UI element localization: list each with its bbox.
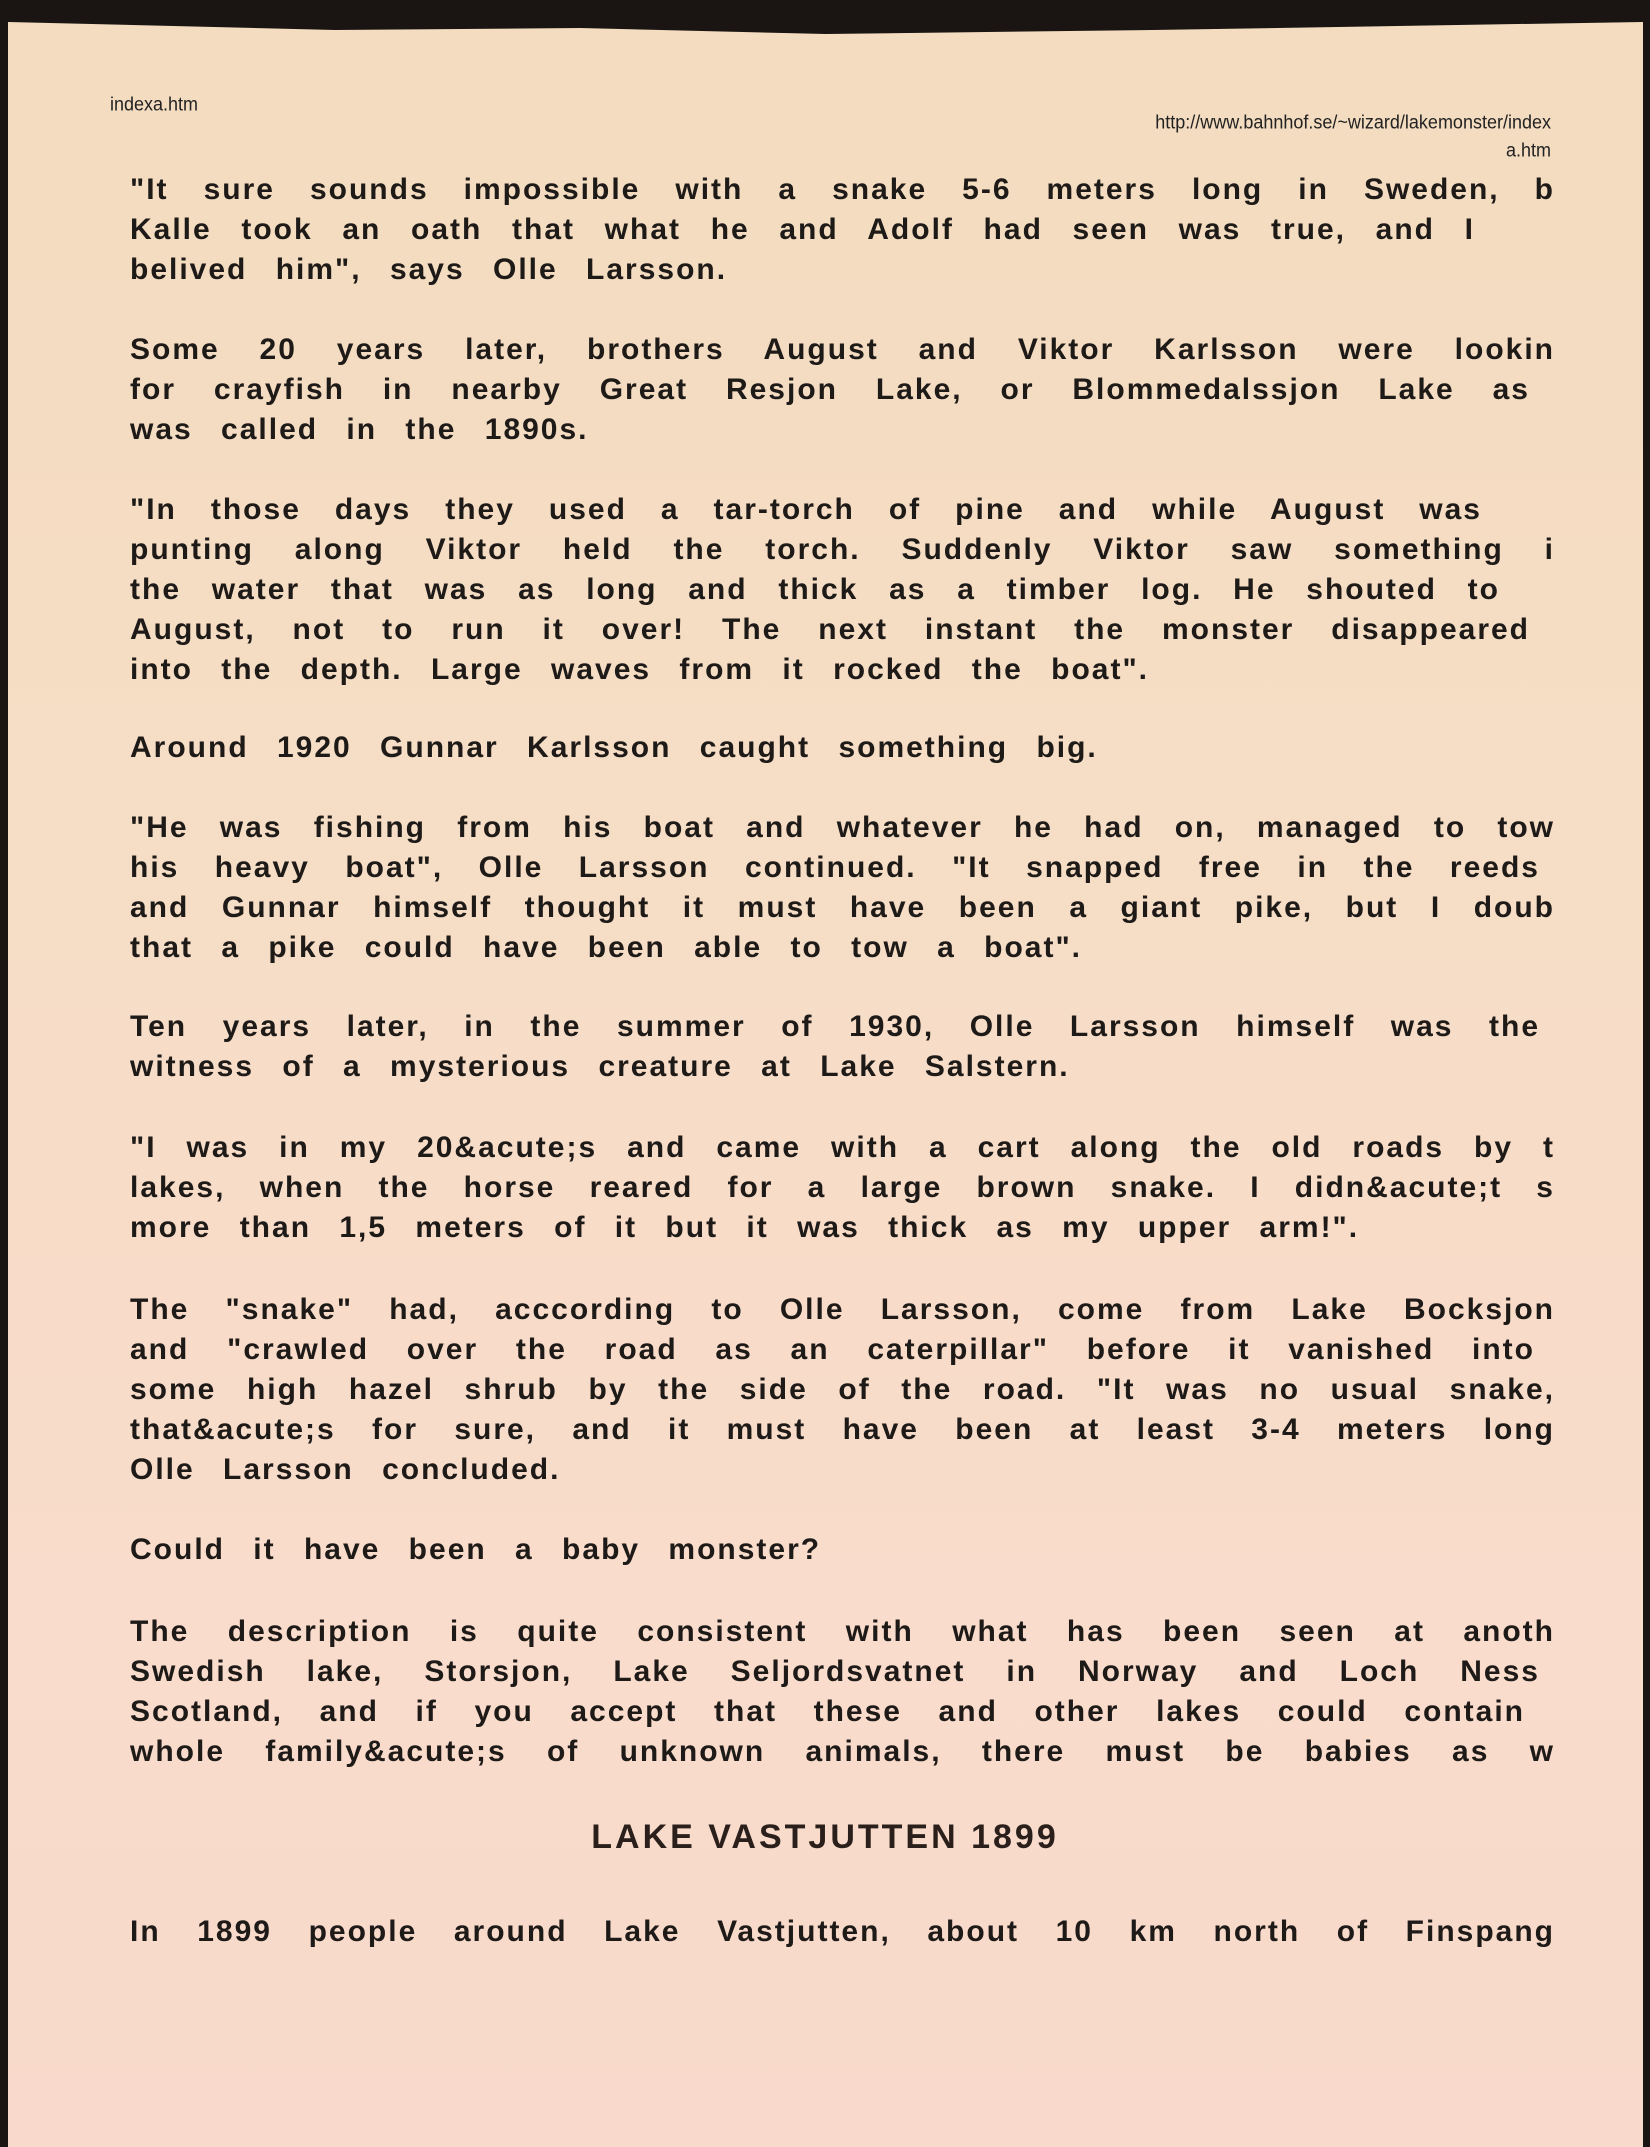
text-line: The "snake" had, acccording to Olle Larsson, come from Lake Bocksjon xyxy=(130,1293,1555,1326)
text-line: more than 1,5 meters of it but it was thick as my upper arm!". xyxy=(130,1211,1360,1244)
text-line: "In those days they used a tar-torch of pine and while August was xyxy=(130,493,1482,526)
paragraph xyxy=(130,1007,1555,1087)
paragraph xyxy=(130,330,1555,450)
text-line: Scotland, and if you accept that these and other lakes could contain xyxy=(130,1695,1525,1728)
text-line: some high hazel shrub by the side of the road. "It was no usual snake, xyxy=(130,1373,1555,1406)
text-line: The description is quite consistent with what has been seen at anoth xyxy=(130,1615,1555,1648)
page-url-continuation: a.htm xyxy=(1505,138,1551,161)
paragraph xyxy=(130,1530,1555,1570)
text-line: whole family&acute;s of unknown animals, there must be babies as w xyxy=(130,1735,1555,1768)
section-heading: LAKE VASTJUTTEN 1899 xyxy=(591,1818,1059,1856)
text-line: "It sure sounds impossible with a snake 5-6 meters long in Sweden, b xyxy=(130,173,1555,206)
page-url: http://www.bahnhof.se/~wizard/lakemonster/index xyxy=(1155,110,1551,133)
text-line: that a pike could have been able to tow a boat". xyxy=(130,931,1083,964)
paragraph xyxy=(130,728,1555,768)
text-line: lakes, when the horse reared for a large brown snake. I didn&acute;t s xyxy=(130,1171,1555,1204)
text-line: Kalle took an oath that what he and Adolf had seen was true, and I xyxy=(130,213,1475,246)
text-line: Could it have been a baby monster? xyxy=(130,1533,822,1566)
text-line: was called in the 1890s. xyxy=(130,413,589,446)
text-line: witness of a mysterious creature at Lake Salstern. xyxy=(130,1050,1070,1083)
paragraph xyxy=(130,808,1555,968)
text-line: "I was in my 20&acute;s and came with a cart along the old roads by t xyxy=(130,1131,1555,1164)
text-line: and Gunnar himself thought it must have been a giant pike, but I doub xyxy=(130,891,1555,924)
text-line: that&acute;s for sure, and it must have been at least 3-4 meters long xyxy=(130,1413,1555,1446)
text-line: the water that was as long and thick as a timber log. He shouted to xyxy=(130,573,1500,606)
text-line: Ten years later, in the summer of 1930, Olle Larsson himself was the xyxy=(130,1010,1540,1043)
text-line: punting along Viktor held the torch. Suddenly Viktor saw something i xyxy=(130,533,1555,566)
text-line: Some 20 years later, brothers August and Viktor Karlsson were lookin xyxy=(130,333,1555,366)
text-line: August, not to run it over! The next instant the monster disappeared xyxy=(130,613,1530,646)
text-line: for crayfish in nearby Great Resjon Lake, or Blommedalssjon Lake as xyxy=(130,373,1530,406)
text-line: In 1899 people around Lake Vastjutten, about 10 km north of Finspang xyxy=(130,1915,1555,1948)
paragraph xyxy=(130,1128,1555,1248)
text-line: Olle Larsson concluded. xyxy=(130,1453,561,1486)
page-filename: indexa.htm xyxy=(110,92,199,115)
paragraph xyxy=(130,1612,1555,1772)
paragraph xyxy=(130,170,1555,290)
paragraph xyxy=(130,1912,1555,1952)
paragraph xyxy=(130,1290,1555,1490)
text-line: Around 1920 Gunnar Karlsson caught something big. xyxy=(130,731,1098,764)
text-line: and "crawled over the road as an caterpillar" before it vanished into xyxy=(130,1333,1535,1366)
text-line: Swedish lake, Storsjon, Lake Seljordsvatnet in Norway and Loch Ness xyxy=(130,1655,1540,1688)
paragraph xyxy=(130,490,1555,690)
text-line: into the depth. Large waves from it rocked the boat". xyxy=(130,653,1149,686)
text-line: his heavy boat", Olle Larsson continued. "It snapped free in the reeds xyxy=(130,851,1540,884)
text-line: belived him", says Olle Larsson. xyxy=(130,253,728,286)
text-line: "He was fishing from his boat and whatever he had on, managed to tow xyxy=(130,811,1555,844)
